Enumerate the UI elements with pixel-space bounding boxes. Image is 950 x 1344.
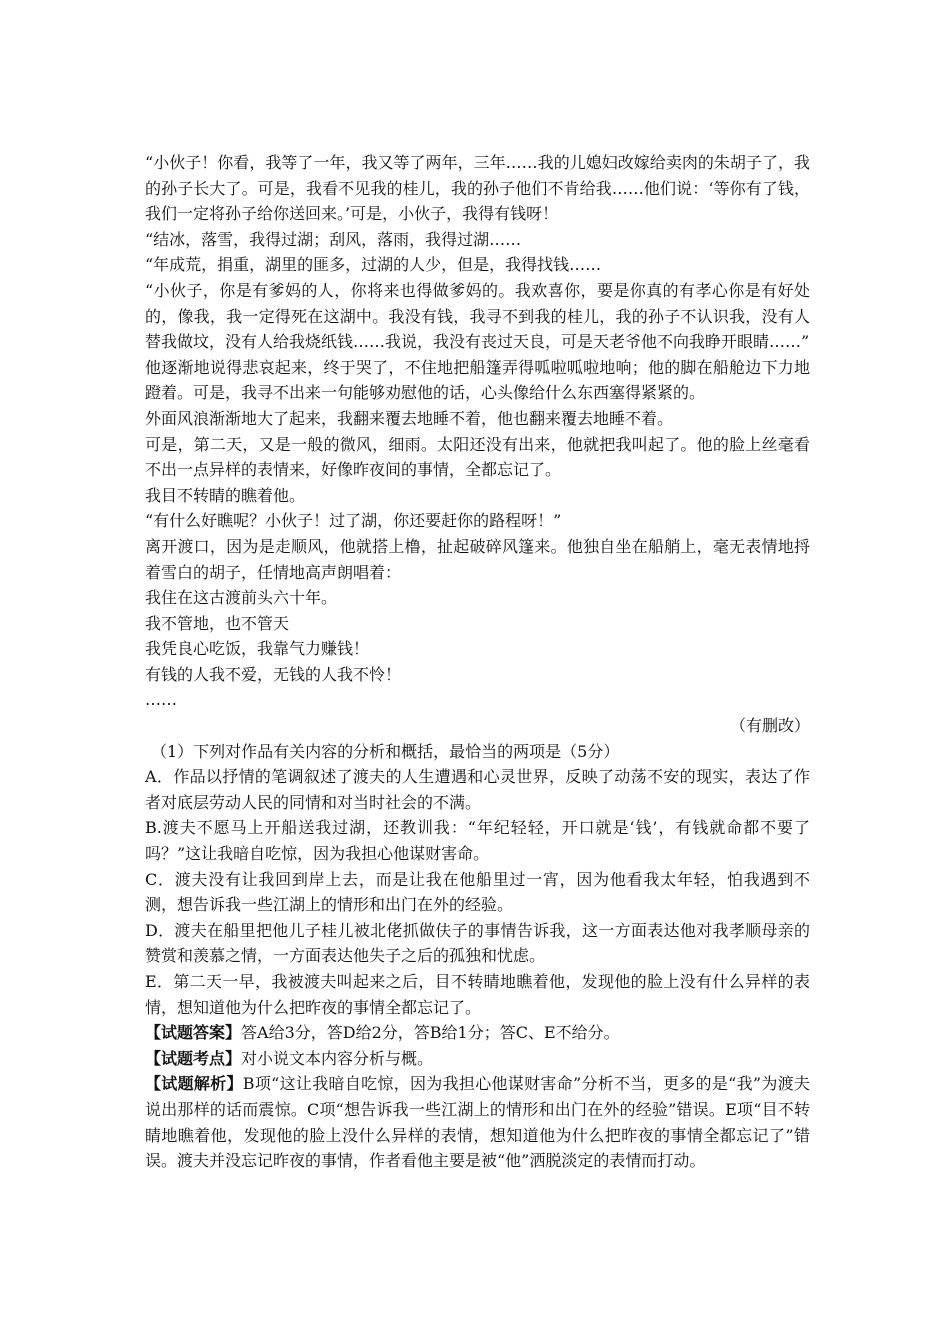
- point-text: 对小说文本内容分析与概。: [241, 1048, 434, 1068]
- passage-paragraph: “有什么好瞧呢？小伙子！过了湖，你还要赶你的路程呀！”: [145, 511, 562, 531]
- passage-paragraph: 他逐渐地说得悲哀起来，终于哭了，不住地把船篷弄得呱啦呱啦地响；他的脚在船舱边下力地蹬着。可是，我寻不出来一句能够劝慰他的话，心头像给什么东西塞得紧紧的。: [145, 357, 810, 403]
- passage-ellipsis: ……: [145, 690, 177, 710]
- song-line: 我不管地，也不管天: [145, 613, 290, 633]
- answer-label: 【试题答案】: [145, 1023, 242, 1043]
- passage-paragraph: 外面风浪渐渐地大了起来，我翻来覆去地睡不着，他也翻来覆去地睡不着。: [145, 408, 674, 428]
- song-line: 我凭良心吃饭，我靠气力赚钱！: [145, 639, 370, 659]
- question-stem: （1）下列对作品有关内容的分析和概括，最恰当的两项是（5分）: [151, 741, 620, 761]
- point-label: 【试题考点】: [145, 1048, 242, 1068]
- analysis-line: [145, 1071, 810, 1173]
- analysis-text: B项“这让我暗自吃惊，因为我担心他谋财害命”分析不当，更多的是“我”为渡夫说出那样的话而震惊。C项“想告诉我一些江湖上的情形和出门在外的经验”错误。E项“目不转睛地瞧着他，发现他的脸上没什么异样的表情，想知道他为什么把昨夜的事情全都忘记了”错误。渡夫并没忘记昨夜的事情，作者看他主要是被“他”洒脱淡定的表情而打动。: [145, 1074, 810, 1171]
- passage-paragraph: “结冰，落雪，我得过湖；刮风，落雨，我得过湖……: [145, 229, 522, 249]
- document-page: [145, 150, 810, 1174]
- point-line: [145, 1046, 810, 1072]
- option-c: C．渡夫没有让我回到岸上去，而是让我在他船里过一宵，因为他看我太年轻，怕我遇到不测，想告诉我一些江湖上的情形和出门在外的经验。: [145, 869, 810, 915]
- source-note: （有删改）: [729, 716, 810, 736]
- passage-paragraph: “年成荒，捐重，湖里的匪多，过湖的人少，但是，我得找钱……: [145, 255, 602, 275]
- passage-paragraph: 离开渡口，因为是走顺风，他就搭上橹，扯起破碎风篷来。他独自坐在船艄上，毫无表情地捋着雪白的胡子，任情地高声朗唱着：: [145, 536, 810, 582]
- answer-line: [145, 1020, 810, 1046]
- option-b: B.渡夫不愿马上开船送我过湖，还教训我：“年纪轻轻，开口就是‘钱’，有钱就命都不要了吗？”这让我暗自吃惊，因为我担心他谋财害命。: [145, 818, 810, 864]
- option-d: D．渡夫在船里把他儿子桂儿被北佬抓做伕子的事情告诉我，这一方面表达他对我孝顺母亲的赞赏和羡慕之情，一方面表达他失子之后的孤独和忧虑。: [145, 920, 810, 966]
- analysis-label: 【试题解析】: [145, 1074, 243, 1094]
- passage-paragraph: “小伙子！你看，我等了一年，我又等了两年，三年……我的儿媳妇改嫁给卖肉的朱胡子了，我的孙子长大了。可是，我看不见我的桂儿，我的孙子他们不肯给我……他们说：‘等你有了钱，我们一定将孙子给你送回来。’可是，小伙子，我得有钱呀！: [145, 153, 810, 224]
- passage-paragraph: 可是，第二天，又是一般的微风，细雨。太阳还没有出来，他就把我叫起了。他的脸上丝毫看不出一点异样的表情来，好像昨夜间的事情，全都忘记了。: [145, 434, 810, 480]
- passage-paragraph: 我目不转睛的瞧着他。: [145, 485, 306, 505]
- answer-text: 答A给3分，答D给2分，答B给1分；答C、E不给分。: [241, 1023, 620, 1043]
- option-a: A．作品以抒情的笔调叙述了渡夫的人生遭遇和心灵世界，反映了动荡不安的现实，表达了作者对底层劳动人民的同情和对当时社会的不满。: [145, 767, 810, 812]
- song-line: 我住在这古渡前头六十年。: [145, 588, 338, 608]
- option-e: E．第二天一早，我被渡夫叫起来之后，目不转睛地瞧着他，发现他的脸上没有什么异样的表情，想知道他为什么把昨夜的事情全都忘记了。: [145, 972, 810, 1017]
- passage-paragraph: “小伙子，你是有爹妈的人，你将来也得做爹妈的。我欢喜你，要是你真的有孝心你是有好处的，像我，我一定得死在这湖中。我没有钱，我寻不到我的桂儿，我的孙子不认识我，没有人替我做坟，没有人给我烧纸钱……我说，我没有丧过天良，可是天老爷他不向我睁开眼睛……”: [145, 280, 810, 352]
- song-line: 有钱的人我不爱，无钱的人我不怜！: [145, 664, 402, 684]
